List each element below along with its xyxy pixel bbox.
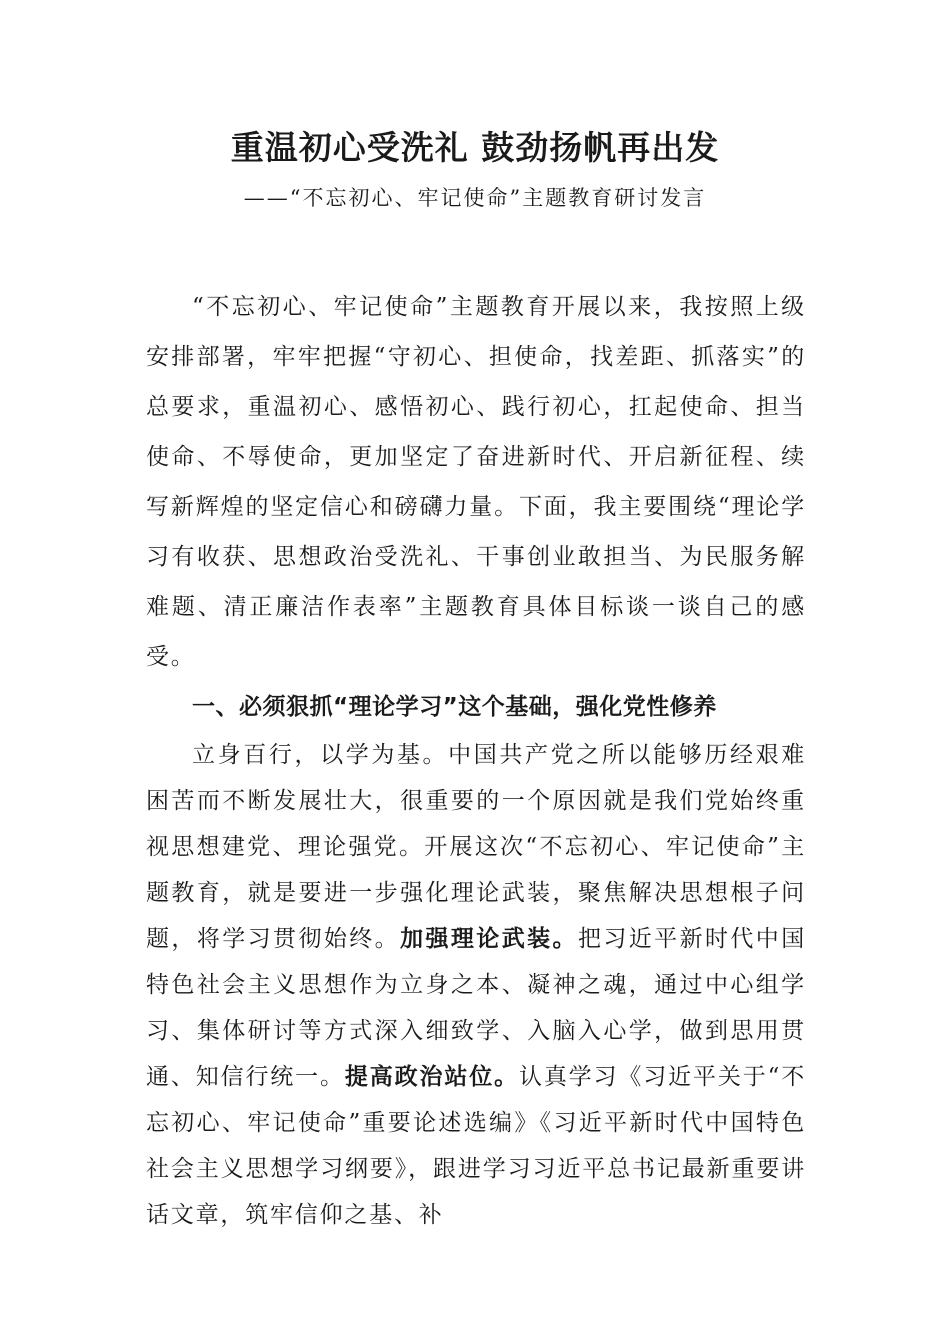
paragraph-text: 把习近平新时代中国特色社会主义思想作为立身之本、凝神之魂，通过中心组学习、集体研讨等方式深入细致学、入脑入心学，做到思用贯通、知信行统一。 [146, 926, 806, 1090]
paragraph-text: 认真学习《习近平关于“不忘初心、牢记使命”重要论述选编》《习近平新时代中国特色社会主义思想学习纲要》，跟进学习习近平总书记最新重要讲话文章，筑牢信仰之基、补 [146, 1064, 806, 1228]
section-heading: 一、必须狠抓“理论学习”这个基础，强化党性修养 [192, 694, 717, 720]
bold-phrase: 提高政治站位。 [344, 1063, 519, 1090]
intro-paragraph: “不忘初心、牢记使命”主题教育开展以来，我按照上级安排部署，牢牢把握“守初心、担使命，找差距、抓落实”的总要求，重温初心、感悟初心、践行初心，扛起使命、担当使命、不辱使命，更加坚定了奋进新时代、开启新征程、续写新辉煌的坚定信心和磅礴力量。下面，我主要围绕“理论学习有收获、思想政治受洗礼、干事创业敢担当、为民服务解难题、清正廉洁作表率”主题教育具体目标谈一谈自己的感受。 [146, 294, 806, 670]
section-paragraph [146, 732, 806, 1238]
document-subtitle: ——“不忘初心、牢记使命”主题教育研讨发言 [243, 186, 707, 210]
document-title: 重温初心受洗礼 鼓劲扬帆再出发 [230, 128, 720, 167]
document-body [146, 282, 806, 1238]
bold-phrase: 加强理论武装。 [400, 925, 578, 952]
paragraph-text: 立身百行，以学为基。中国共产党之所以能够历经艰难困苦而不断发展壮大，很重要的一个原因就是我们党始终重视思想建党、理论强党。开展这次“不忘初心、牢记使命”主题教育，就是要进一步强化理论武装，聚焦解决思想根子问题，将学习贯彻始终。 [146, 742, 806, 952]
